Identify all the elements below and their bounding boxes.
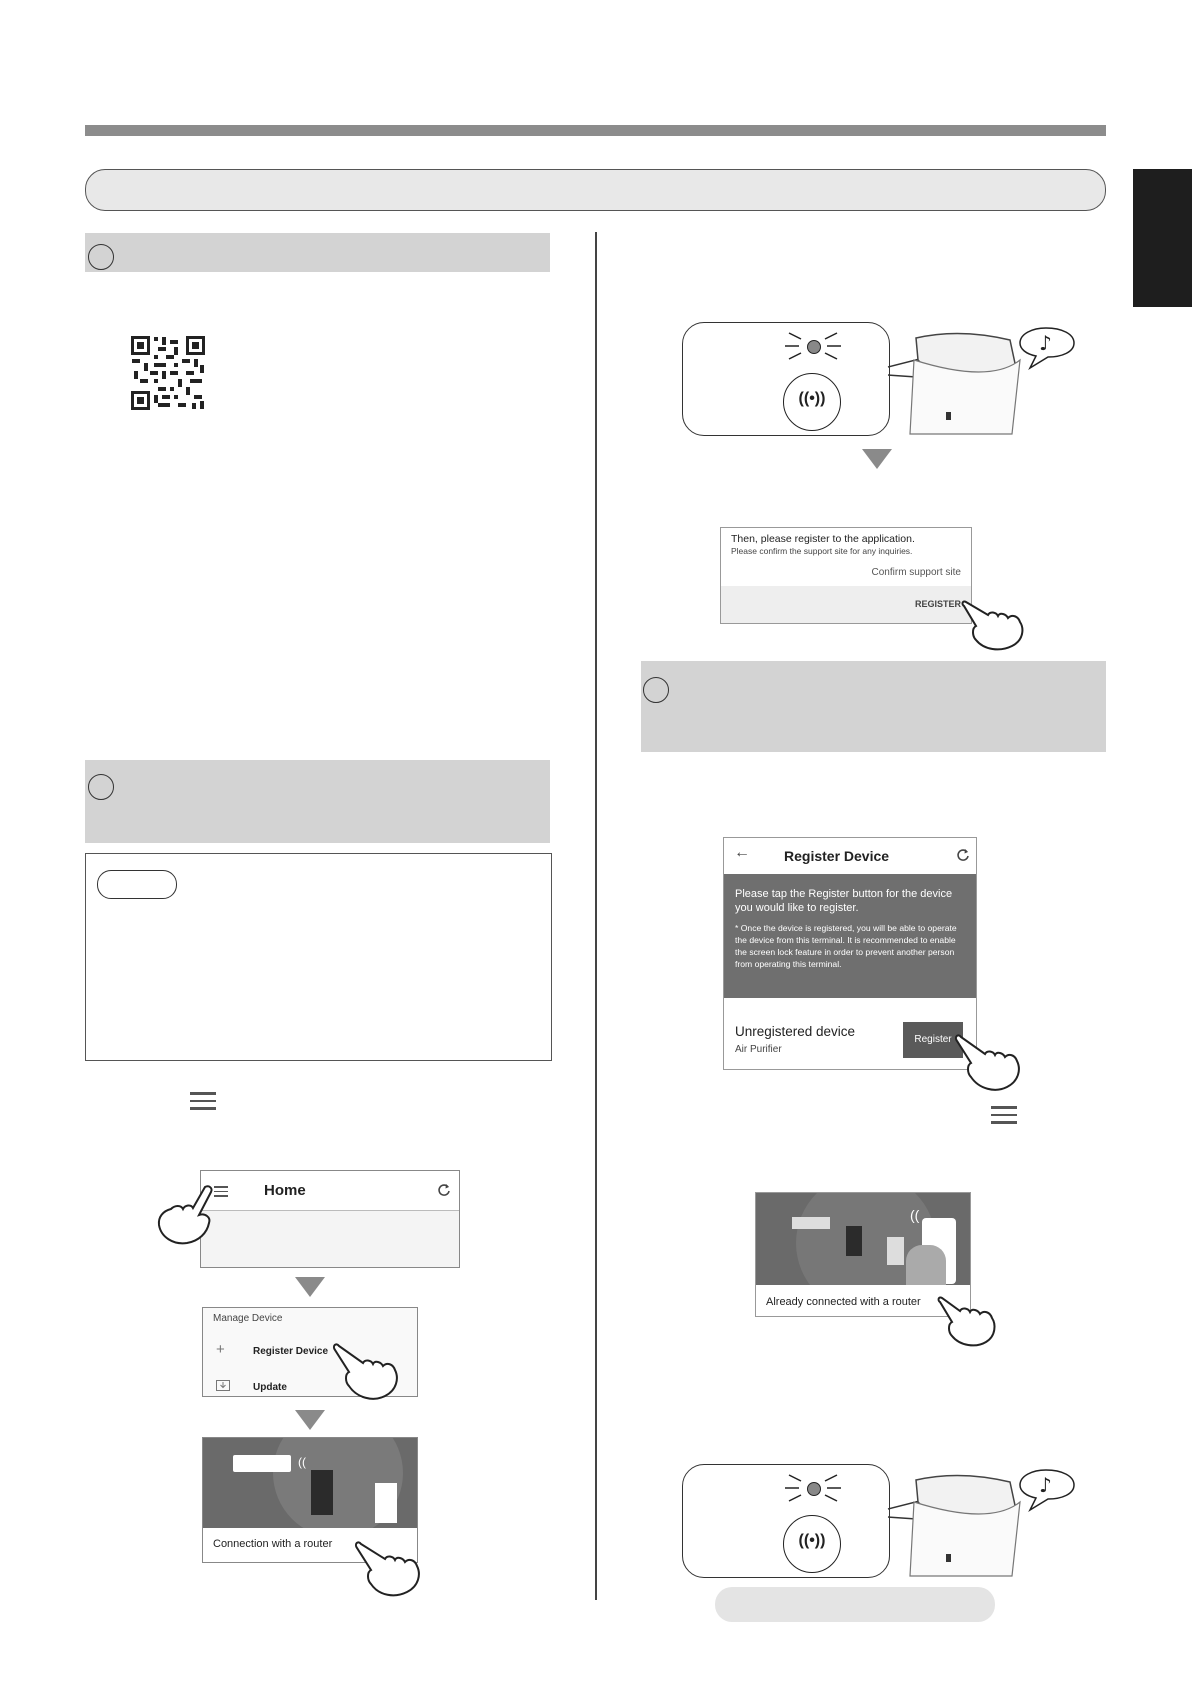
wifi-waves-icon: (( — [910, 1207, 920, 1223]
svg-text:♪: ♪ — [1039, 1473, 1052, 1497]
blink-rays — [783, 1473, 843, 1503]
note-label-pill — [97, 870, 177, 899]
unregistered-device-name: Unregistered device — [735, 1024, 856, 1039]
manage-menu-header: Manage Device — [213, 1313, 283, 1324]
qr-code — [130, 335, 206, 411]
instruction-text: Please tap the Register button for the device you would like to register. — [735, 888, 953, 914]
down-arrow-icon — [862, 449, 892, 469]
register-button[interactable]: Register — [903, 1022, 963, 1058]
wifi-signal-icon: ((•)) — [783, 1515, 841, 1573]
bottom-label-pill — [715, 1587, 995, 1622]
instruction-note: * Once the device is registered, you will be able to operate the device from this terminal. It is recommended to enable the screen lock feature in order to prevent another person from operating this terminal. — [735, 923, 957, 969]
home-app-bar — [201, 1171, 459, 1211]
step-header-1 — [85, 233, 550, 272]
register-device-screen — [723, 837, 977, 1070]
already-connected-label: Already connected with a router — [766, 1296, 921, 1308]
hand-pointer-icon — [155, 1185, 227, 1247]
dialog-subtitle: Please confirm the support site for any inquiries. — [731, 546, 913, 556]
music-note-icon — [1018, 1468, 1076, 1512]
step-header-2 — [85, 760, 550, 843]
refresh-icon[interactable] — [956, 848, 970, 862]
menu-item-update[interactable]: Update — [253, 1382, 287, 1393]
svg-text:♪: ♪ — [1039, 331, 1052, 355]
top-rule — [85, 125, 1106, 136]
register-dialog — [720, 527, 972, 624]
back-arrow-icon[interactable]: ← — [734, 844, 750, 861]
air-purifier-illustration — [880, 330, 1025, 434]
language-tab — [1133, 169, 1192, 307]
step-number-circle — [88, 244, 114, 270]
hand-pointer-icon — [955, 1033, 1025, 1093]
step-number-circle — [88, 774, 114, 800]
column-divider — [595, 232, 597, 1600]
indicator-callout — [682, 322, 890, 436]
download-icon — [216, 1380, 230, 1391]
device-type: Air Purifier — [735, 1044, 782, 1055]
register-device-title: Register Device — [784, 848, 890, 864]
home-title: Home — [264, 1182, 306, 1199]
confirm-support-link[interactable]: Confirm support site — [871, 567, 961, 578]
connection-illustration — [203, 1438, 417, 1528]
step-number-circle — [643, 677, 669, 703]
connection-label: Connection with a router — [213, 1538, 333, 1550]
menu-item-register-device[interactable]: Register Device — [253, 1346, 329, 1357]
music-note-icon — [1018, 326, 1076, 370]
blink-rays — [783, 331, 843, 361]
air-purifier-illustration — [880, 1472, 1025, 1576]
menu-icon — [991, 1106, 1017, 1126]
menu-icon — [190, 1092, 216, 1112]
dialog-register-button[interactable]: REGISTER — [914, 599, 961, 609]
hand-pointer-icon — [938, 1296, 998, 1348]
wifi-signal-icon: ((•)) — [783, 373, 841, 431]
home-screen — [200, 1170, 460, 1268]
refresh-icon[interactable] — [437, 1183, 451, 1197]
hand-pointer-icon — [355, 1540, 423, 1598]
indicator-callout — [682, 1464, 890, 1578]
hand-pointer-icon — [962, 600, 1026, 652]
down-arrow-icon — [295, 1410, 325, 1430]
down-arrow-icon — [295, 1277, 325, 1297]
wifi-waves-icon: (( — [298, 1455, 306, 1469]
step-header-3 — [641, 661, 1106, 752]
instruction-panel — [724, 874, 976, 998]
dialog-title: Then, please register to the application. — [731, 533, 915, 545]
section-title-bar — [85, 169, 1106, 211]
already-connected-illustration — [756, 1193, 970, 1285]
plus-icon: + — [216, 1341, 225, 1358]
hand-pointer-icon — [333, 1342, 401, 1402]
